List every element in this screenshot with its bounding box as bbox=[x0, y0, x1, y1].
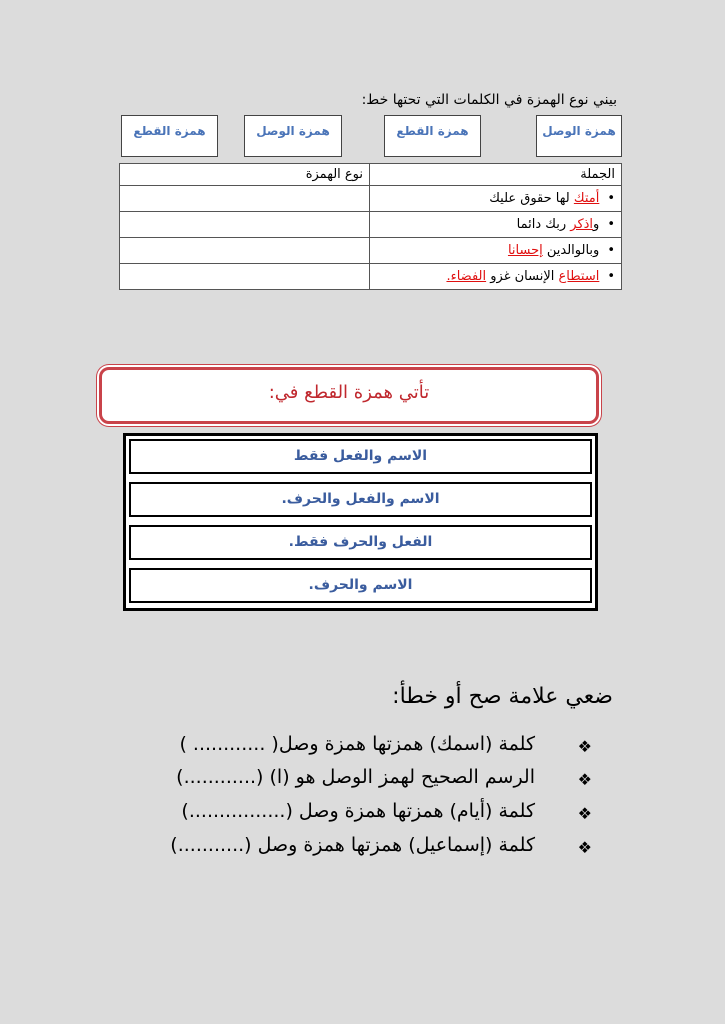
answer-blank[interactable]: (...........) bbox=[170, 834, 252, 856]
answer-blank[interactable]: ( ............ ) bbox=[179, 733, 279, 755]
table-row: •وبالوالدين إحسانا bbox=[120, 238, 622, 264]
diamond-bullet-icon: ❖ bbox=[577, 737, 592, 756]
sentence-table bbox=[119, 163, 622, 290]
header-sentence: الجملة bbox=[370, 164, 622, 186]
bullet-icon: • bbox=[607, 243, 615, 258]
tf-item-2: الرسم الصحيح لهمز الوصل هو (ا) (............) bbox=[176, 766, 535, 788]
table-row: •واذكر ربك دائما bbox=[120, 212, 622, 238]
option-2[interactable]: الاسم والفعل والحرف. bbox=[129, 482, 592, 517]
options-box bbox=[123, 433, 598, 611]
tf-item-1: كلمة (اسمك) همزتها همزة وصل( ............ ) bbox=[179, 733, 535, 755]
table-row: •استطاع الإنسان غزو الفضاء. bbox=[120, 264, 622, 290]
diamond-bullet-icon: ❖ bbox=[577, 804, 592, 823]
word-box-3: همزة الوصل bbox=[244, 115, 342, 157]
q3-instruction: ضعي علامة صح أو خطأ: bbox=[392, 684, 613, 709]
header-type: نوع الهمزة bbox=[120, 164, 370, 186]
bullet-icon: • bbox=[607, 269, 615, 284]
answer-blank[interactable]: (............) bbox=[176, 766, 264, 788]
bullet-icon: • bbox=[607, 217, 615, 232]
answer-cell[interactable] bbox=[120, 186, 370, 212]
answer-cell[interactable] bbox=[120, 212, 370, 238]
diamond-bullet-icon: ❖ bbox=[577, 770, 592, 789]
option-4[interactable]: الاسم والحرف. bbox=[129, 568, 592, 603]
option-1[interactable]: الاسم والفعل فقط bbox=[129, 439, 592, 474]
tf-item-3: كلمة (أيام) همزتها همزة وصل (................) bbox=[181, 800, 535, 822]
option-3[interactable]: الفعل والحرف فقط. bbox=[129, 525, 592, 560]
word-box-2: همزة القطع bbox=[384, 115, 481, 157]
answer-blank[interactable]: (................) bbox=[181, 800, 293, 822]
q1-instruction: بيني نوع الهمزة في الكلمات التي تحتها خط: bbox=[361, 92, 617, 108]
table-row: •أمتك لها حقوق عليك bbox=[120, 186, 622, 212]
bullet-icon: • bbox=[607, 191, 615, 206]
answer-cell[interactable] bbox=[120, 264, 370, 290]
tf-item-4: كلمة (إسماعيل) همزتها همزة وصل (...........) bbox=[170, 834, 535, 856]
word-box-1: همزة الوصل bbox=[536, 115, 622, 157]
word-box-4: همزة القطع bbox=[121, 115, 218, 157]
q2-question: تأتي همزة القطع في: bbox=[99, 367, 599, 424]
diamond-bullet-icon: ❖ bbox=[577, 838, 592, 857]
answer-cell[interactable] bbox=[120, 238, 370, 264]
